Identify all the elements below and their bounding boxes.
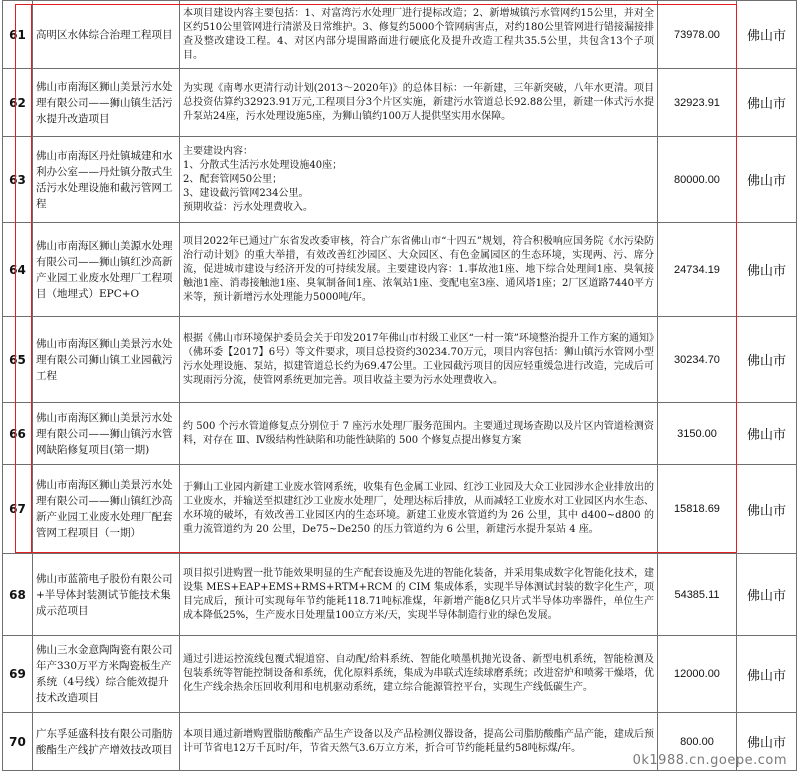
city: 佛山市 xyxy=(737,554,797,636)
investment-amount: 15818.69 xyxy=(658,465,737,554)
city: 佛山市 xyxy=(737,69,797,137)
table-row xyxy=(3,554,797,636)
project-name: 佛山市南海区丹灶镇城建和水利办公室——丹灶镇分散式生活污水处理设施和截污管网工程 xyxy=(33,137,180,223)
project-content: 项目拟引进购置一批节能效果明显的生产配套设施及先进的智能化装备，并采用集成数字化智能化技术，建设集 MES+EAP+EMS+RMS+RTM+RCM 的 CIM 集成体系，实现半导体测试封装的数字化生产，项目完成后，预计可实现每年节约能耗118.71吨标准煤，年新增产能8亿只片式半导体功率器件，单位生产成本降低25%，生产废水日处理量100立方米/天，实现半导体制造行业的绿色发展。 xyxy=(180,554,658,636)
project-name: 佛山市南海区狮山美源水处理有限公司——狮山镇红沙高新产业园工业废水处理厂工程项目（地埋式）EPC+O xyxy=(33,223,180,317)
table-row xyxy=(3,223,797,317)
project-content: 为实现《南粤水更清行动计划(2013～2020年)》的总体目标：一年新建，三年新突破，八年水更清。项目总投资估算约32923.91万元,工程项目分3个片区实施，新建污水管道总长92.88公里，新建一体式污水提升泵站24座，污水处理设施5座，为狮山镇约100万人提供坚实用水保障。 xyxy=(180,69,658,137)
row-number: 64 xyxy=(3,223,33,317)
project-name: 高明区水体综合治理工程项目 xyxy=(33,1,180,69)
project-table xyxy=(2,0,797,771)
investment-amount: 3150.00 xyxy=(658,403,737,465)
watermark: 0k1988.cn.goepe.com xyxy=(632,753,787,768)
investment-amount: 54385.11 xyxy=(658,554,737,636)
city: 佛山市 xyxy=(737,713,797,771)
project-content: 项目2022年已通过广东省发改委审核，符合广东省佛山市“十四五”规划，符合积极响应国务院《水污染防治行动计划》的重大举措，有效改善红沙园区、大众园区、有色金属园区的生态环境，实现两、污、席分流，促进城市建设与经济开发的可持续发展。主要建设内容：1.事故池1座、地下综合处理间1座、臭氧接触池1座、消毒接触池1座、臭氧制备间1座、浓氧站1座、变配电室3座、通风塔1座；2厂区道路7440平方米等，预计新增污水处理能力5000吨/年。 xyxy=(180,223,658,317)
row-number: 66 xyxy=(3,403,33,465)
row-number: 61 xyxy=(3,1,33,69)
table-row xyxy=(3,317,797,403)
row-number: 70 xyxy=(3,713,33,771)
table-row xyxy=(3,69,797,137)
project-content: 根据《佛山市环境保护委员会关于印发2017年佛山市村级工业区“一村一策”环境整治提升工作方案的通知》（佛环委【2017】6号）等文件要求，项目总投资约30234.70万元，项目内容包括：狮山镇污水管网小型污水处理设施、泵站，拟建管道总长约为69.47公里。工业园截污项目的因应轻重缓急进行改造，完成后可实现雨污分流，使管网系统更加完善。项目收益主要为污水处理费收入。 xyxy=(180,317,658,403)
project-content: 约 500 个污水管道修复点分别位于 7 座污水处理厂服务范围内。主要通过现场查勘以及片区内管道检测资料，对存在 Ⅲ、Ⅳ级结构性缺陷和功能性缺陷的 500 个修复点提出修复方案 xyxy=(180,403,658,465)
project-name: 佛山三水金意陶陶瓷有限公司年产330万平方米陶瓷板生产系统（4号线）综合能效提升技术改造项目 xyxy=(33,636,180,713)
city: 佛山市 xyxy=(737,636,797,713)
city: 佛山市 xyxy=(737,465,797,554)
project-name: 佛山市南海区狮山美景污水处理有限公司——狮山镇生活污水提升改造项目 xyxy=(33,69,180,137)
table-row xyxy=(3,137,797,223)
table-row xyxy=(3,636,797,713)
city: 佛山市 xyxy=(737,223,797,317)
row-number: 69 xyxy=(3,636,33,713)
row-number: 63 xyxy=(3,137,33,223)
row-number: 65 xyxy=(3,317,33,403)
investment-amount: 73978.00 xyxy=(658,1,737,69)
project-name: 佛山市蓝箭电子股份有限公司+半导体封装测试节能技术集成示范项目 xyxy=(33,554,180,636)
table-row xyxy=(3,403,797,465)
row-number: 62 xyxy=(3,69,33,137)
investment-amount: 80000.00 xyxy=(658,137,737,223)
project-content: 通过引进运控流线包覆式辊道窑、自动配/给料系统、智能化喷墨机抛光设备、新型电机系统，智能检测及包装系统等智能控制设备和系统，优化原料系统，集成为串联式连续球磨系统；改进窑炉和喷雾干燥塔，优化生产线余热余压回收利用和电机驱动系统，建立综合能源管控平台，实现生产线低碳生产。 xyxy=(180,636,658,713)
project-content: 本项目通过新增购置脂肪酸酯产品生产设备以及产品检测仪器设备，提高公司脂肪酸酯产品产能，建成后预计可节省电12万千瓦时/年，节省天然气3.6万立方米，折合可节约能耗量约58吨标煤/年。 xyxy=(180,713,658,771)
city: 佛山市 xyxy=(737,1,797,69)
row-number: 67 xyxy=(3,465,33,554)
investment-amount: 800.00 xyxy=(658,713,737,771)
project-name: 佛山市南海区狮山美景污水处理有限公司——狮山镇红沙高新产业园工业废水处理厂配套管网工程项目（一期） xyxy=(33,465,180,554)
project-name: 佛山市南海区狮山美景污水处理有限公司——狮山镇污水管网缺陷修复项目(第一期) xyxy=(33,403,180,465)
row-number: 68 xyxy=(3,554,33,636)
table-row xyxy=(3,465,797,554)
investment-amount: 32923.91 xyxy=(658,69,737,137)
project-content: 主要建设内容： 1、分散式生活污水处理设施40座； 2、配套管网50公里； 3、建设截污管网234公里。 预期收益：污水处理费收入。 xyxy=(180,137,658,223)
project-content: 于狮山工业园内新建工业废水管网系统，收集有色金属工业园、红沙工业园及大众工业园涉水企业排放出的工业废水，并输送至拟建红沙工业废水处理厂，处理达标后排放，从而减轻工业废水对工业园区内水生态、水环境的破坏，有效改善工业园区内的生态环境。新建工业废水管道约为 26 公里，其中 d400~d800 的重力流管道约为 20 公里，De75~De250 的压力管道约为 6 公里，新建污水提升泵站 4 座。 xyxy=(180,465,658,554)
investment-amount: 30234.70 xyxy=(658,317,737,403)
project-content: 本项目建设内容主要包括：1、对富湾污水处理厂进行提标改造；2、新增城镇污水管网约15公里，并对全区约510公里管网进行清淤及日常维护。3、修复约5000个管网病害点，对约180公里管网进行错接漏接排查及整改建设工程。4、对区内部分堤围路面进行硬底化及提升改造工程共35.5公里，共包含13个子项目。 xyxy=(180,1,658,69)
city: 佛山市 xyxy=(737,137,797,223)
city: 佛山市 xyxy=(737,403,797,465)
project-name: 广东孚延盛科技有限公司脂肪酸酯生产线扩产增效技改项目 xyxy=(33,713,180,771)
investment-amount: 12000.00 xyxy=(658,636,737,713)
investment-amount: 24734.19 xyxy=(658,223,737,317)
city: 佛山市 xyxy=(737,317,797,403)
project-name: 佛山市南海区狮山美景污水处理有限公司狮山镇工业园截污工程 xyxy=(33,317,180,403)
table-row xyxy=(3,1,797,69)
